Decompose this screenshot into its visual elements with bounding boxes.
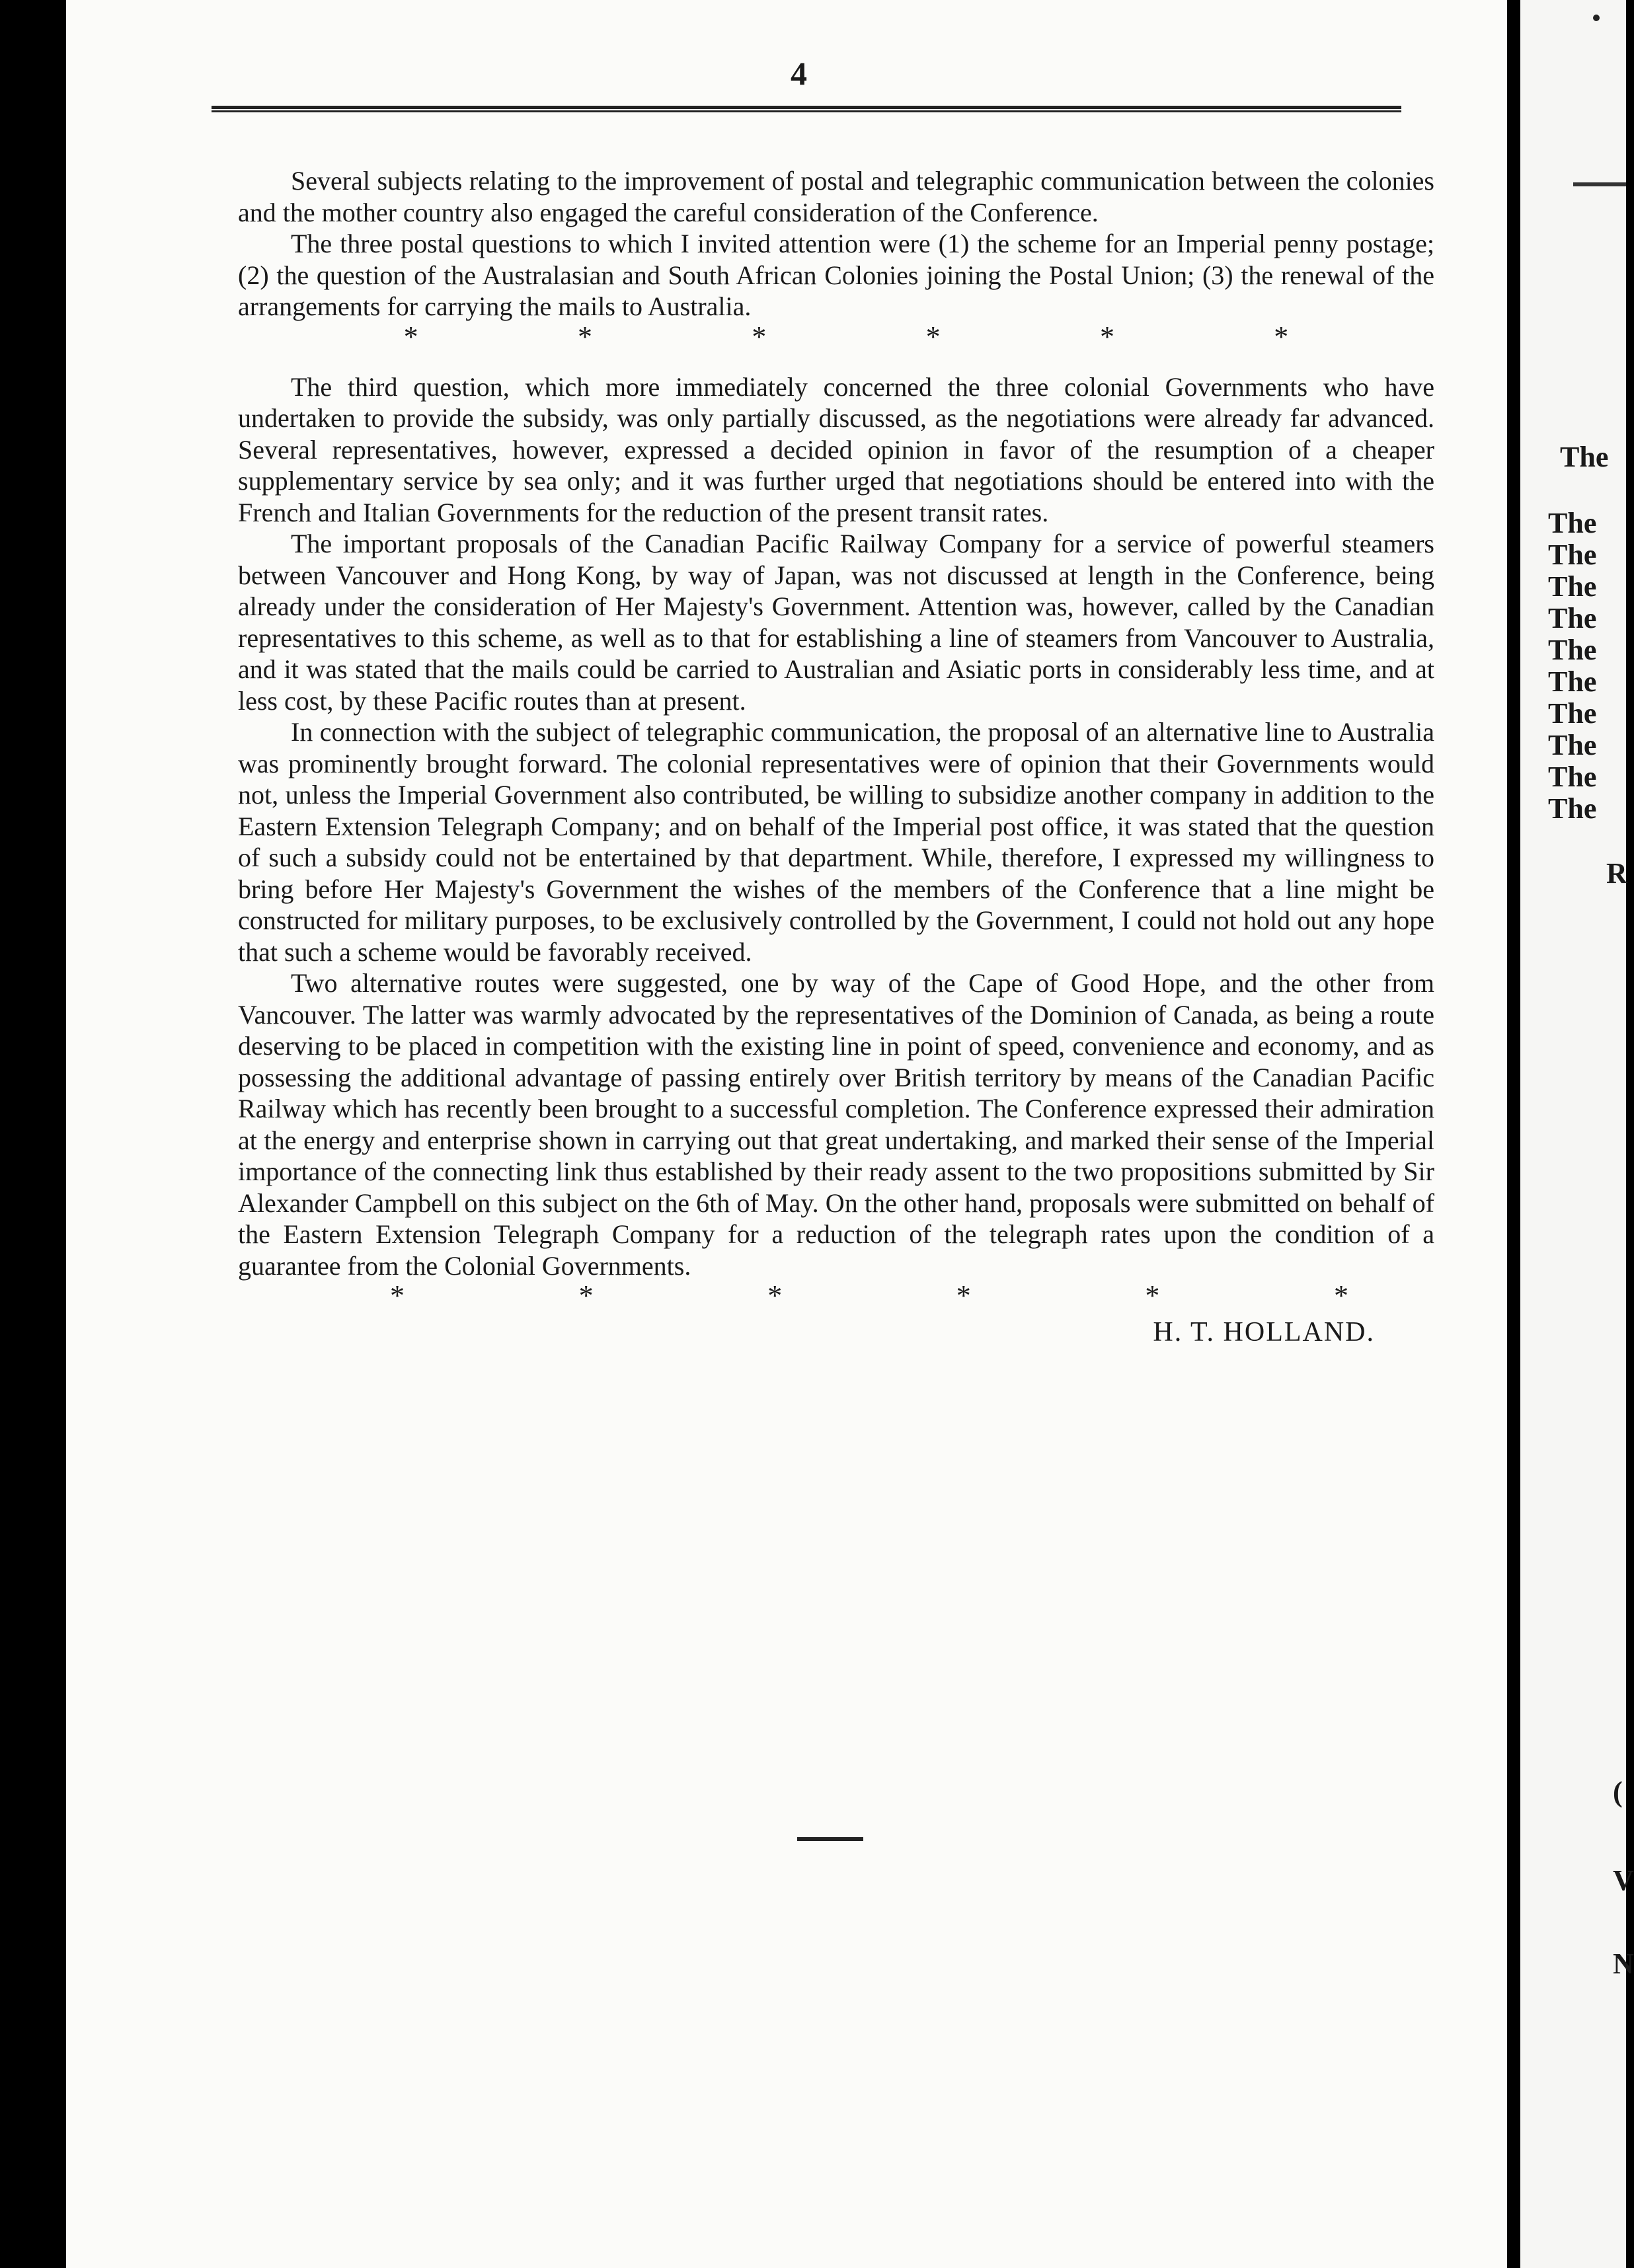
adjacent-page-word: The bbox=[1548, 697, 1597, 730]
adjacent-page-letter: R bbox=[1606, 857, 1627, 889]
asterisk: * bbox=[1099, 320, 1114, 353]
asterisk: * bbox=[925, 320, 941, 353]
adjacent-page-word: The bbox=[1548, 539, 1597, 571]
asterisk: * bbox=[956, 1279, 971, 1312]
paragraph-canadian-pacific: The important proposals of the Canadian Pacific Railway Company for a service of powerful steamers between Vancouver and Hong Kong, by way of Japan, was not discussed at length in the Conference, being already under the consideration of Her Majesty's Government. Attention was, however, called by the Canadian representatives to this scheme, as well as to that for establishing a line of steamers from Vancouver to Australia, and it was stated that the mails could be carried to Australian and Asiatic ports in considerably less time, and at less cost, by these Pacific routes than at present. bbox=[238, 529, 1434, 716]
paragraph-telegraphic: In connection with the subject of telegraphic communication, the proposal of an alternative line to Australia was prominently brought forward. The colonial representatives were of opinion that their Governments would not, unless the Imperial Government also contributed, be willing to subsidize another company in addition to the Eastern Extension Telegraph Company; and on behalf of the Imperial post office, it was stated that the question of such a subsidy could not be entertained by that department. While, therefore, I expressed my willingness to bring before Her Majesty's Government the wishes of the members of the Conference that a line might be constructed for military purposes, to be exclusively controlled by the Government, I could not hold out any hope that such a scheme would be favorably received. bbox=[238, 717, 1434, 967]
asterisk-separator bbox=[238, 322, 1434, 352]
asterisk: * bbox=[578, 1279, 594, 1312]
top-double-rule bbox=[212, 106, 1401, 112]
adjacent-page-word: The bbox=[1560, 441, 1609, 473]
adjacent-page-word: The bbox=[1548, 792, 1597, 825]
paragraph-postal-questions: The three postal questions to which I invited attention were (1) the scheme for an Imperial penny postage; (2) the question of the Australasian and South African Colonies joining the Postal Union; (3) the renewal of the arrangements for carrying the mails to Australia. bbox=[238, 229, 1434, 321]
adjacent-page-word: The bbox=[1548, 729, 1597, 761]
paragraph-alternative-routes: Two alternative routes were suggested, one by way of the Cape of Good Hope, and the other from Vancouver. The latter was warmly advocated by the representatives of the Dominion of Canada, as being a route deserving to be placed in competition with the existing line in point of speed, convenience and economy, and as possessing the additional advantage of passing entirely over British territory by means of the Canadian Pacific Railway which has recently been brought to a successful completion. The Conference expressed their admiration at the energy and enterprise shown in carrying out that great undertaking, and marked their sense of the Imperial importance of the connecting link thus established by their ready assent to the two propositions submitted by Sir Alexander Campbell on this subject on the 6th of May. On the other hand, proposals were submitted on behalf of the Eastern Extension Telegraph Company for a reduction of the telegraph rates upon the condition of a guarantee from the Colonial Governments. bbox=[238, 968, 1434, 1281]
document-body bbox=[238, 165, 1434, 1349]
adjacent-page-letter: N bbox=[1613, 1947, 1634, 1980]
asterisk: * bbox=[577, 320, 592, 353]
asterisk: * bbox=[1274, 320, 1289, 353]
adjacent-page-letter: V bbox=[1613, 1864, 1634, 1897]
adjacent-page-word: The bbox=[1548, 634, 1597, 666]
asterisk: * bbox=[767, 1279, 783, 1312]
adjacent-page-letter: ( bbox=[1613, 1776, 1623, 1808]
signature: H. T. HOLLAND. bbox=[1153, 1317, 1375, 1347]
asterisk: * bbox=[390, 1279, 405, 1312]
adjacent-page-word: The bbox=[1548, 602, 1597, 634]
page-number: 4 bbox=[791, 55, 807, 92]
adjacent-page-edge bbox=[1520, 0, 1634, 2268]
adjacent-page-rule bbox=[1573, 182, 1626, 186]
ink-dot bbox=[1593, 15, 1600, 21]
closing-rule bbox=[797, 1837, 863, 1841]
adjacent-page-word: The bbox=[1548, 507, 1597, 539]
asterisk: * bbox=[1333, 1279, 1348, 1312]
paragraph-third-question: The third question, which more immediately concerned the three colonial Governments who have undertaken to provide the subsidy, was only partially discussed, as the negotiations were already far advanced. Several representatives, however, expressed a decided opinion in favor of the resumption of a cheaper supplementary service by sea only; and it was further urged that negotiations should be entered into with the French and Italian Governments for the reduction of the present transit rates. bbox=[238, 371, 1434, 527]
paragraph-postal-telegraphic: Several subjects relating to the improvement of postal and telegraphic communication between the colonies and the mother country also engaged the careful consideration of the Conference. bbox=[238, 166, 1434, 227]
asterisk: * bbox=[1145, 1279, 1160, 1312]
asterisk: * bbox=[752, 320, 767, 353]
asterisk-separator-bottom bbox=[238, 1281, 1348, 1310]
adjacent-page-word: The bbox=[1548, 570, 1597, 603]
adjacent-page-word: The bbox=[1548, 665, 1597, 698]
asterisk: * bbox=[403, 320, 418, 353]
adjacent-page-word: The bbox=[1548, 761, 1597, 793]
